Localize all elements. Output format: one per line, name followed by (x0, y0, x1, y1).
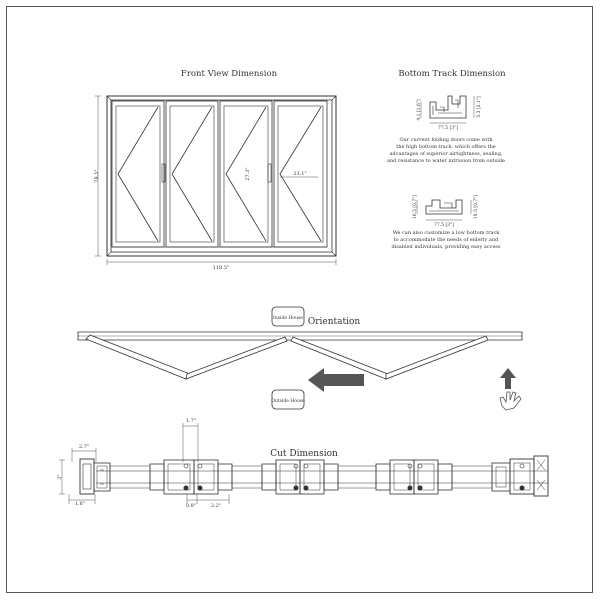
cut-left-side-dim: 3" (57, 474, 63, 480)
swing-indicator (172, 107, 212, 241)
folded-panels (86, 335, 488, 379)
cut-profile-hinge-2 (262, 460, 338, 494)
folded-panel (86, 335, 190, 379)
orientation-section (78, 307, 522, 410)
svg-text:and resistance to water intrus: and resistance to water intrusion from outside (386, 158, 506, 164)
svg-text:the high bottom track, which o: the high bottom track, which offers the (396, 144, 496, 150)
cut-left-top-dim: 2.7" (78, 444, 90, 450)
cut-left-bottom-dim: 1.6" (74, 501, 86, 507)
front-view (94, 69, 336, 271)
low-track-bottom-dim: 77.5 [3"] (434, 223, 454, 228)
cut-profile-jamb-right (492, 456, 548, 496)
low-track-right-dim: 18.5 [0.7"] (474, 194, 479, 220)
front-view-title: Front View Dimension (180, 69, 278, 79)
high-track-profile (416, 96, 482, 131)
low-track-description (391, 230, 501, 250)
svg-text:We can also customize a low bo: We can also customize a low bottom track (392, 230, 500, 236)
svg-text:Our current folding doors come: Our current folding doors come with (399, 137, 493, 143)
bottom-track-section (387, 69, 506, 250)
swing-indicator (118, 107, 158, 241)
cut-profile-connectors (110, 466, 492, 488)
high-track-bottom-dim: 77.5 [3"] (438, 126, 458, 131)
svg-text:advantages of superior airtigh: advantages of superior airtightness, sealing, (389, 151, 503, 157)
cut-dimension-section (57, 418, 548, 509)
folded-panel (386, 336, 488, 379)
cut-mid-bottom-dim-b: 2.2" (210, 503, 222, 509)
cut-profile-hinge-3 (376, 460, 452, 494)
cut-mid-bottom-dim-a: 0.8" (185, 503, 197, 509)
door-panel-2 (162, 101, 218, 247)
svg-text:to accommodate the needs of el: to accommodate the needs of elderly and (393, 237, 499, 243)
handle (268, 164, 271, 182)
folded-panel (291, 337, 388, 379)
width-dimension: 118.5" (212, 265, 230, 271)
height-dimension: 78.5" (94, 169, 100, 183)
door-panel-1 (112, 101, 164, 247)
cut-dimension-title: Cut Dimension (270, 449, 338, 459)
cut-mid-top-dim: 1.7" (185, 418, 197, 424)
panel-width-dimension: 27.3" (245, 167, 251, 181)
low-track-left-dim: 16.5 [0.7"] (413, 194, 418, 220)
high-track-right-dim: 5.3 [2.1"] (477, 96, 482, 118)
inside-house-label: Inside House (273, 316, 303, 321)
orientation-title: Orientation (307, 317, 361, 327)
bottom-track-title: Bottom Track Dimension (398, 69, 506, 79)
cut-profile-jamb-left (80, 459, 110, 494)
push-hand-icon (500, 392, 521, 410)
outside-house-label: Outside House (271, 399, 305, 404)
cut-profile-hinge-1 (150, 460, 232, 494)
high-track-left-dim: 4.1 [1.6"] (417, 99, 422, 121)
low-track-profile (412, 195, 479, 228)
svg-text:disabled individuals, providin: disabled individuals, providing easy access (391, 244, 501, 250)
folded-panel (186, 337, 287, 379)
high-track-description (387, 137, 505, 164)
panel-opening-dimension: 23.1" (293, 171, 307, 177)
handle (162, 164, 165, 182)
arrow-up-icon (500, 368, 516, 389)
arrow-left-icon (308, 368, 364, 392)
